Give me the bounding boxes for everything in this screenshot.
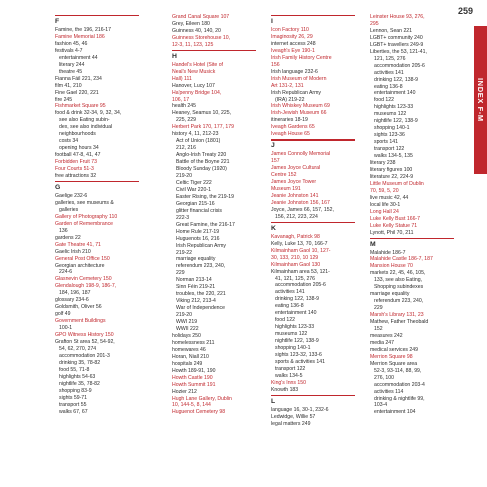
index-entry: Luke Kelly Statue 71 bbox=[370, 222, 418, 229]
index-subentry: marriage equality bbox=[176, 256, 216, 263]
index-entry: 10, 144-5, 8, 144 bbox=[172, 402, 211, 409]
index-entry: Gaelige 232-6 bbox=[55, 192, 88, 199]
index-subentry: sights 59-71 bbox=[59, 394, 88, 401]
index-subentry: Viking 212, 213-4 bbox=[176, 298, 216, 305]
index-entry: James Connolly Memorial bbox=[271, 151, 331, 158]
index-entry: Icon Factory 110 bbox=[271, 27, 309, 33]
index-subentry: referendum 223, 240, bbox=[374, 298, 424, 305]
index-entry: Fine Gael 220, 221 bbox=[55, 89, 99, 96]
index-entry: homewares 46 bbox=[172, 346, 206, 353]
index-entry: Government Buildings bbox=[55, 318, 106, 325]
index-entry: local life 30-1 bbox=[370, 201, 401, 208]
index-entry: Howth 189-91, 190 bbox=[172, 367, 216, 374]
index-entry: Malahide Castle 186-7, 187 bbox=[370, 256, 433, 263]
index-subentry: drinking & nightlife 99, bbox=[374, 395, 425, 402]
index-entry: Iveagh's Eye 190-1 bbox=[271, 47, 315, 54]
index-subentry: museums 122 bbox=[374, 111, 407, 118]
index-subentry: eating 136-8 bbox=[374, 83, 403, 90]
index-entry: Malahide 186-7 bbox=[370, 249, 406, 256]
index-entry: literary 238 bbox=[370, 160, 396, 167]
index-subentry: drinking 122, 138-9 bbox=[374, 76, 419, 83]
index-entry: internet access 248 bbox=[271, 40, 316, 47]
index-entry: Iveagh Gardens 65 bbox=[271, 124, 315, 131]
index-entry: Famine, the 196, 216-17 bbox=[55, 27, 112, 33]
index-entry: Grand Canal Square 107 bbox=[172, 14, 230, 20]
index-entry: 106, 17 bbox=[172, 96, 190, 103]
side-tab-label: INDEX F-M bbox=[476, 78, 485, 122]
index-subentry: 225, 229 bbox=[176, 117, 197, 124]
index-entry: gardens 22 bbox=[55, 234, 81, 241]
index-letter-heading: K bbox=[271, 222, 355, 233]
index-entry: Hozier 212 bbox=[172, 388, 197, 395]
index-entry: Kilmainham area 53, 121- bbox=[271, 268, 330, 275]
index-side-tab bbox=[474, 26, 487, 174]
index-entry: holidays 250 bbox=[172, 332, 201, 339]
index-entry: free attractions 32 bbox=[55, 173, 97, 180]
index-entry: homelessness 211 bbox=[172, 339, 215, 346]
index-entry: festivals 4-7 bbox=[55, 47, 83, 54]
index-subentry: highlights 123-33 bbox=[275, 324, 315, 331]
index-entry: glossary 234-6 bbox=[55, 297, 89, 304]
index-entry: Kavanagh, Patrick 98 bbox=[271, 233, 320, 240]
index-entry: Liberties, the 53, 121-41, bbox=[370, 48, 427, 55]
index-subentry: opening hours 34 bbox=[59, 145, 99, 152]
index-subentry: museums 122 bbox=[275, 331, 308, 338]
index-subentry: 184, 196, 187 bbox=[59, 290, 91, 297]
index-subentry: activities 141 bbox=[275, 289, 305, 296]
index-entry: Handel's Hotel (Site of bbox=[172, 61, 223, 68]
index-entry: Gate Theatre 41, 71 bbox=[55, 241, 101, 248]
index-entry: legal matters 249 bbox=[271, 420, 311, 427]
index-subentry: galleries bbox=[59, 206, 79, 213]
page-number: 259 bbox=[457, 6, 473, 16]
index-subentry: costs 34 bbox=[59, 138, 79, 145]
index-entry: Museum 191 bbox=[271, 186, 301, 193]
index-entry: Kilmainham Gaol 10, 127- bbox=[271, 247, 331, 254]
index-subentry: drinking 35, 78-82 bbox=[59, 359, 101, 366]
index-entry: Ha'penny Bridge 104, bbox=[172, 89, 222, 96]
index-subentry: 229 bbox=[374, 305, 383, 312]
index-subentry: Huguenots 16, 216 bbox=[176, 235, 220, 242]
index-entry: marriage equality bbox=[370, 291, 410, 298]
index-subentry: accommodation 203-4 bbox=[374, 381, 425, 388]
index-entry: golf 49 bbox=[55, 311, 71, 318]
index-subentry: 212, 216 bbox=[176, 145, 197, 152]
index-entry: Marsh's Library 131, 23 bbox=[370, 312, 424, 319]
index-entry: LGBT+ travellers 249-9 bbox=[370, 41, 424, 48]
index-letter-heading: F bbox=[55, 15, 139, 26]
index-subentry: 276, 100 bbox=[374, 374, 395, 381]
index-entry: Goldsmith, Oliver 56 bbox=[55, 304, 102, 311]
index-entry: Hugh Lane Gallery, Dublin bbox=[172, 395, 232, 402]
index-subentry: nightlife 122, 138-9 bbox=[374, 118, 418, 125]
index-letter-heading: G bbox=[55, 181, 139, 192]
index-subentry: 156, 212, 223, 224 bbox=[275, 213, 318, 220]
index-letter-heading: L bbox=[271, 395, 355, 406]
index-subentry: Easter Rising, the 219-19 bbox=[176, 193, 235, 200]
index-subentry: accommodation 201-3 bbox=[59, 352, 110, 359]
index-subentry: dex, see also individual bbox=[59, 124, 113, 131]
index-subentry: troubles, the 220, 221 bbox=[176, 291, 226, 298]
index-entry: Kelly, Luke 13, 70, 166-7 bbox=[271, 240, 328, 247]
index-letter-heading: M bbox=[370, 238, 454, 249]
index-entry: medical services 249 bbox=[370, 346, 419, 353]
index-subentry: Irish Republican Army bbox=[176, 242, 226, 249]
index-subentry: walks 134-5 bbox=[275, 372, 303, 379]
index-letter-heading: I bbox=[271, 15, 355, 26]
index-entry: galleries, see museums & bbox=[55, 199, 114, 206]
index-entry: food & drink 32-34, 9, 32, 34, bbox=[55, 110, 122, 117]
index-subentry: WWII 222 bbox=[176, 325, 199, 332]
index-entry: history 4, 11, 212-23 bbox=[172, 131, 219, 138]
index-entry: Hall) 111 bbox=[172, 75, 192, 82]
index-letter-heading: H bbox=[172, 50, 256, 61]
index-subentry: eating 136-8 bbox=[275, 303, 304, 310]
index-entry: itineraries 18-19 bbox=[271, 117, 308, 124]
index-subentry: accommodation 205-6 bbox=[275, 282, 326, 289]
index-entry: Huguenot Cemetery 98 bbox=[172, 409, 226, 416]
index-subentry: 152 bbox=[374, 325, 383, 332]
index-entry: Mansion House 70 bbox=[370, 263, 413, 270]
index-entry: Knowth 183 bbox=[271, 386, 299, 393]
index-subentry: sights 123-32, 133-6 bbox=[275, 351, 322, 358]
index-subentry: transport 55 bbox=[59, 401, 87, 408]
index-entry: literature 22, 224-9 bbox=[370, 173, 414, 180]
index-entry: Garden of Remembrance bbox=[55, 220, 114, 227]
index-entry: Merrion Square 98 bbox=[370, 353, 413, 360]
index-subentry: shopping 140-1 bbox=[374, 125, 410, 132]
index-subentry: WWI 219 bbox=[176, 319, 198, 326]
index-subentry: 133, see also Eating, bbox=[374, 277, 423, 284]
index-entry: Little Museum of Dublin bbox=[370, 180, 424, 187]
index-subentry: sports 141 bbox=[374, 139, 399, 146]
index-entry: 295 bbox=[370, 20, 379, 27]
index-entry: 70, 59, 5, 20 bbox=[370, 187, 399, 194]
index-subentry: activities 114 bbox=[374, 388, 404, 395]
index-subentry: 224-6 bbox=[59, 269, 73, 276]
index-entry: Irish Republican Army bbox=[271, 89, 321, 96]
index-entry: Kilmainham Gaol 130 bbox=[271, 261, 321, 268]
index-entry: Irish-Jewish Museum 66 bbox=[271, 110, 327, 117]
index-entry: Lennon, Sean 221 bbox=[370, 27, 413, 34]
index-entry: Heaney, Seamus 10, 225, bbox=[172, 110, 232, 117]
index-entry: General Post Office 150 bbox=[55, 255, 110, 262]
index-entry: Howth Castle 190 bbox=[172, 374, 213, 381]
index-subentry: 229 bbox=[176, 270, 185, 277]
index-subentry: activities 141 bbox=[374, 69, 404, 76]
index-entry: Irish language 232-6 bbox=[271, 68, 318, 75]
index-entry: Guinness Storehouse 10, bbox=[172, 34, 231, 41]
index-entry: hospitals 249 bbox=[172, 360, 203, 367]
index-subentry: Norman 213-14 bbox=[176, 277, 212, 284]
index-subentry: transport 122 bbox=[374, 146, 405, 153]
index-entry: Imaginosity 26, 29 bbox=[271, 33, 313, 40]
index-subentry: Home Rule 217-19 bbox=[176, 228, 220, 235]
index-subentry: sights 123-36 bbox=[374, 132, 405, 139]
index-entry: James Joyce Tower bbox=[271, 179, 317, 186]
index-entry: Hanover, Lucy 107 bbox=[172, 82, 215, 89]
index-subentry: referendum 223, 240, bbox=[176, 263, 226, 270]
index-entry: Jeanie Johnston 141 bbox=[271, 192, 319, 199]
index-column-2 bbox=[172, 14, 256, 416]
index-subentry: shopping 83-9 bbox=[59, 387, 92, 394]
index-subentry: drinking 122, 138-9 bbox=[275, 296, 320, 303]
index-subentry: (IRA) 219-22 bbox=[275, 96, 305, 103]
index-entry: health 245 bbox=[172, 103, 197, 110]
index-entry: Art 131-2, 131 bbox=[271, 82, 304, 89]
index-entry: Centre 152 bbox=[271, 172, 297, 179]
index-subentry: Act of Union (1801) bbox=[176, 138, 221, 145]
index-subentry: food 122 bbox=[374, 97, 395, 104]
index-column-3 bbox=[271, 14, 355, 428]
index-entry: language 16, 30-1, 232-6 bbox=[271, 406, 329, 413]
index-subentry: food 122 bbox=[275, 317, 296, 324]
index-entry: Iveagh House 65 bbox=[271, 131, 310, 138]
index-entry: 157 bbox=[271, 158, 280, 165]
index-subentry: Sinn Féin 219-21 bbox=[176, 284, 216, 291]
index-subentry: Celtic Tiger 222 bbox=[176, 179, 212, 186]
index-subentry: Great Famine, the 216-17 bbox=[176, 221, 235, 228]
index-subentry: War of Independence bbox=[176, 305, 225, 312]
index-subentry: entertainment 104 bbox=[374, 409, 416, 416]
index-subentry: walks 134-5, 135 bbox=[374, 153, 413, 160]
index-column-4 bbox=[370, 14, 454, 416]
index-entry: Gaelic Irish 210 bbox=[55, 248, 91, 255]
index-subentry: Civil War 220-1 bbox=[176, 186, 211, 193]
index-entry: Herbert Park 170, 177, 179 bbox=[172, 124, 235, 131]
index-subentry: transport 122 bbox=[275, 365, 306, 372]
index-entry: Fianna Fáil 221, 234 bbox=[55, 75, 102, 82]
index-subentry: Georgian 215-16 bbox=[176, 200, 215, 207]
index-entry: Fishmarket Square 95 bbox=[55, 103, 106, 110]
index-subentry: highlights 54-63 bbox=[59, 373, 96, 380]
index-entry: Forbidden Fruit 73 bbox=[55, 159, 98, 166]
index-entry: Four Courts 51-3 bbox=[55, 166, 94, 173]
index-subentry: highlights 123-33 bbox=[374, 104, 414, 111]
index-entry: 156 bbox=[271, 61, 280, 68]
index-entry: Irish Family History Centre bbox=[271, 54, 332, 61]
index-subentry: glitter financial crisis bbox=[176, 207, 222, 214]
index-subentry: sports & activities 141 bbox=[275, 358, 326, 365]
index-entry: media 247 bbox=[370, 339, 395, 346]
index-entry: markets 22, 45, 46, 105, bbox=[370, 270, 426, 277]
index-column-1 bbox=[55, 14, 139, 415]
index-subentry: accommodation 205-6 bbox=[374, 62, 425, 69]
index-entry: Grafton St area 52, 54-92, bbox=[55, 338, 115, 345]
index-entry: Neal's New Musick bbox=[172, 68, 216, 75]
index-entry: 12-3, 11, 123, 125 bbox=[172, 41, 214, 48]
index-entry: Gallery of Photography 110 bbox=[55, 213, 118, 220]
index-subentry: neighbourhoods bbox=[59, 131, 96, 138]
index-entry: King's Inns 150 bbox=[271, 379, 306, 386]
index-entry: Irish Whiskey Museum 69 bbox=[271, 103, 330, 110]
index-entry: fire 245 bbox=[55, 96, 73, 103]
index-subentry: shopping 140-1 bbox=[275, 345, 311, 352]
index-subentry: 219-20 bbox=[176, 173, 193, 180]
index-entry: fashion 45, 46 bbox=[55, 40, 88, 47]
index-entry: Horan, Niall 210 bbox=[172, 353, 209, 360]
index-entry: Mathew, Father Theobald bbox=[370, 319, 429, 326]
index-entry: Leinster House 93, 276, bbox=[370, 14, 425, 20]
index-subentry: 52-3, 93-114, 88, 99, bbox=[374, 367, 422, 374]
index-entry: LGBT+ community 240 bbox=[370, 34, 423, 41]
index-subentry: 41, 121, 125, 276 bbox=[275, 275, 316, 282]
index-entry: literary figures 100 bbox=[370, 166, 413, 173]
index-subentry: 219-22 bbox=[176, 249, 193, 256]
index-entry: Guinness 40, 140, 20 bbox=[172, 27, 221, 34]
index-entry: Ledwidge, Willie 57 bbox=[271, 413, 316, 420]
index-entry: 30, 133, 210, 10 129 bbox=[271, 254, 319, 261]
index-entry: James Joyce Cultural bbox=[271, 165, 321, 172]
index-subentry: nightlife 35, 78-82 bbox=[59, 380, 100, 387]
index-subentry: see also Eating subin- bbox=[59, 117, 110, 124]
index-subentry: food 55, 71-8 bbox=[59, 366, 90, 373]
index-subentry: entertainment 140 bbox=[275, 310, 317, 317]
index-entry: Jeanie Johnston 156, 167 bbox=[271, 199, 330, 206]
index-subentry: theatre 45 bbox=[59, 68, 83, 75]
index-subentry: 103-4 bbox=[374, 402, 388, 409]
index-entry: measures 242 bbox=[370, 332, 403, 339]
index-subentry: entertainment 44 bbox=[59, 54, 98, 61]
index-subentry: entertainment 140 bbox=[374, 90, 416, 97]
index-entry: Merrion Square area bbox=[370, 360, 418, 367]
index-entry: Lynott, Phil 70, 211 bbox=[370, 229, 414, 236]
index-entry: Luke Kelly Bust 166-7 bbox=[370, 215, 421, 222]
index-subentry: literary 244 bbox=[59, 61, 85, 68]
index-entry: Joyce, James 66, 157, 152, bbox=[271, 206, 334, 213]
index-subentry: walks 67, 67 bbox=[59, 408, 88, 415]
index-entry: film 41, 210 bbox=[55, 82, 82, 89]
index-subentry: Bloody Sunday (1920) bbox=[176, 166, 227, 173]
index-entry: GPO Witness History 150 bbox=[55, 332, 114, 339]
index-entry: live music 42, 44 bbox=[370, 194, 409, 201]
index-entry: Grey, Eileen 180 bbox=[172, 20, 210, 27]
index-subentry: 222-3 bbox=[176, 214, 190, 221]
index-entry: Glendalough 198-9, 186-7, bbox=[55, 283, 117, 290]
index-subentry: nightlife 122, 138-9 bbox=[275, 338, 319, 345]
index-subentry: 136 bbox=[59, 227, 68, 234]
index-entry: Long Hall 24 bbox=[370, 208, 399, 215]
index-entry: Georgian architecture bbox=[55, 262, 105, 269]
index-subentry: Battle of the Boyne 221 bbox=[176, 159, 230, 166]
index-subentry: Shopping subindexes bbox=[374, 284, 424, 291]
index-subentry: 219-20 bbox=[176, 312, 193, 319]
index-entry: football 47-8, 41, 47 bbox=[55, 152, 101, 159]
index-subentry: 54, 62, 270, 274 bbox=[59, 345, 97, 352]
index-subentry: 100-1 bbox=[59, 325, 73, 332]
index-letter-heading: J bbox=[271, 139, 355, 150]
index-entry: Glasnevin Cemetery 150 bbox=[55, 276, 112, 283]
index-subentry: 121, 125, 276 bbox=[374, 55, 406, 62]
index-entry: Irish Museum of Modern bbox=[271, 75, 327, 82]
index-entry: Famine Memorial 186 bbox=[55, 33, 105, 40]
index-entry: Howth Summit 191 bbox=[172, 381, 216, 388]
index-subentry: Anglo-Irish Treaty 220 bbox=[176, 152, 227, 159]
